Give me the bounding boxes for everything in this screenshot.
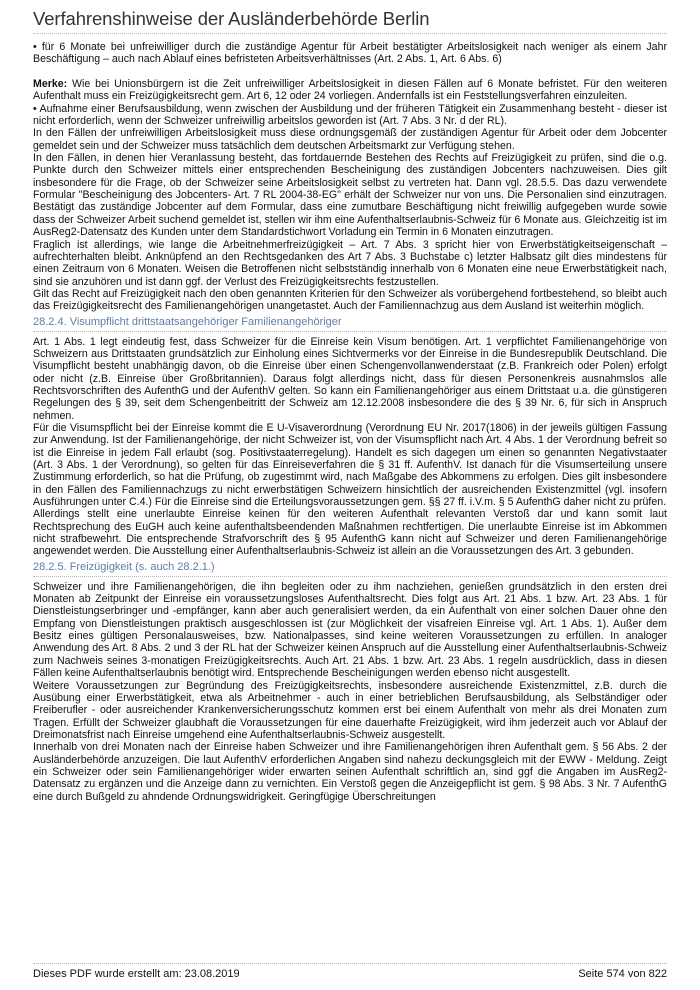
page-title: Verfahrenshinweise der Ausländerbehörde Berlin [33, 8, 430, 29]
footer-created-date: Dieses PDF wurde erstellt am: 23.08.2019 [33, 968, 240, 980]
paragraph: Schweizer und ihre Familienangehörigen, die ihn begleiten oder zu ihm nachziehen, genießen grundsätzlich in den ersten drei Monaten ab Zeitpunkt der Einreise ein voraussetzungsloses Aufenthaltsrecht. Dies folgt aus Art. 21 Abs. 1 bzw. Art. 23 Abs. 1 für Dienstleistungserbringer und -empfänger, kann aber auch generalisiert werden, da ein Aufenthalt von einer solchen Dauer ohne den Empfang von Dienstleistungen praktisch ausgeschlossen ist (zur Möglichkeit der visafreien Einreise vgl. Art. 1 Abs. 1). Außer dem Besitz eines gültigen Personalausweises, bzw. Nationalpasses, sind keine weiteren Voraussetzungen zu erfüllen. In analoger Anwendung des Art. 8 Abs. 2 und 3 der RL hat der Schweizer keinen Anspruch auf die Ausstellung einer Aufenthaltserlaubnis-Schweiz zum Nachweis seines 3-monatigen Freizügigkeitsrechts. Auch Art. 21 Abs. 1 bzw. Art. 23 Abs. 1 regeln ausdrücklich, dass in diesen Fällen keine Aufenthaltserlaubnis benötigt wird. Entsprechende Bescheinigungen werden ebenso nicht ausgestellt. [33, 580, 667, 680]
page-header [33, 8, 667, 34]
paragraph: Art. 1 Abs. 1 legt eindeutig fest, dass Schweizer für die Einreise kein Visum benötigen. Art. 1 verpflichtet Familienangehörige von Schweizern aus Drittstaaten grundsätzlich zur Einholung eines Sichtvermerks vor der Einreise in die Bundesrepublik Deutschland. Die Visumpflicht besteht unabhängig davon, ob die Einreise über einen Schengenvollanwenderstaat (z.B. Frankreich oder Polen) erfolgt oder nicht (z.B. Einreise über Großbritannien). Daraus folgt allerdings nicht, dass für diesen Personenkreis ausnahmslos alle Rechtsvorschriften des AufenthG und der AufenthV gelten. So kann ein Familienangehöriger aus einem Drittstaat u.a. die günstigeren Regelungen des § 39, seit dem Schengenbeitritt der Schweiz am 12.12.2008 insbesondere die des § 39 Nr. 6, für sich in Anspruch nehmen. [33, 335, 667, 422]
merke-paragraph [33, 78, 667, 103]
page-footer [33, 963, 667, 980]
paragraph: Fraglich ist allerdings, wie lange die Arbeitnehmerfreizügigkeit – Art. 7 Abs. 3 spricht hier von Erwerbstätigkeitseigenschaft – aufrechterhalten bleibt. Anknüpfend an den Rechtsgedanken des Art 7 Abs. 3 Buchstabe c) letzter Halbsatz gilt dies mindestens für einen Zeitraum von 6 Monaten. Weisen die Betroffenen nicht selbstständig innerhalb von 6 Monaten eine neue Erwerbstätigkeit nach, sind sie anzuhören und ist dann ggf. der Verlust des Freizügigkeitsrechts festzustellen. [33, 238, 667, 288]
section-heading-visumpflicht: 28.2.4. Visumpflicht drittstaatsangehöriger Familienangehöriger [33, 316, 667, 332]
paragraph: Allerdings stellt eine unerlaubte Einreise keinen für den weiteren Aufenthalt relevanten Verstoß dar und kann somit laut Rechtsprechung des EuGH auch keine aufenthaltsbeendenden Maßnahmen rechtfertigen. Die unerlaubte Einreise ist im Abkommen nicht strafbewehrt. Die entsprechende Strafvorschrift des § 95 AufenthG kann nicht auf Schweizer und deren Familienangehörige angewendet werden. Die Ausstellung einer Aufenthaltserlaubnis-Schweiz ist allein an die Voraussetzungen des Art. 3 gebunden. [33, 508, 667, 558]
merke-text: Wie bei Unionsbürgern ist die Zeit unfreiwilliger Arbeitslosigkeit in diesen Fällen auf 6 Monate befristet. Für den weiteren Aufenthalt muss ein Freizügigkeitsrecht gem. Art 6, 12 oder 24 vorliegen. Andernfalls ist ein Feststellungsverfahren einzuleiten. [33, 78, 667, 103]
paragraph: • für 6 Monate bei unfreiwilliger durch die zuständige Agentur für Arbeit bestätigter Arbeitslosigkeit nach weniger als einem Jahr Beschäftigung – auch nach Ablauf eines befristeten Arbeitsverhältnisses (Art. 2 Abs. 1, Art. 6 Abs. 6) [33, 41, 667, 66]
footer-page-number: Seite 574 von 822 [578, 968, 667, 980]
paragraph: Innerhalb von drei Monaten nach der Einreise haben Schweizer und ihre Familienangehörigen ihren Aufenthalt gem. § 56 Abs. 2 der Ausländerbehörde anzuzeigen. Die laut AufenthV erforderlichen Angaben sind nahezu deckungsgleich mit der EWW - Meldung. Zeigt ein Schweizer oder sein Familienangehöriger wider erwarten seinen Aufenthalt schriftlich an, sind ggf die Angaben im AusReg2-Datensatz zu ergänzen und die Anzeige dann zu vernichten. Ein Verstoß gegen die Anzeigepflicht ist gem. § 98 Abs. 3 Nr. 7 AufenthG eine durch Bußgeld zu ahndende Ordnungswidrigkeit. Geringfügige Überschreitungen [33, 741, 667, 803]
paragraph: Gilt das Recht auf Freizügigkeit nach den oben genannten Kriterien für den Schweizer als vorübergehend fortbestehend, so bleibt auch das Freizügigkeitsrecht des Familienangehörigen unangetastet. Auch der Familiennachzug aus dem Ausland ist weiterhin möglich. [33, 287, 667, 313]
paragraph: Für die Visumspflicht bei der Einreise kommt die E U-Visaverordnung (Verordnung EU Nr. 2017(1806) in der jeweils gültigen Fassung zur Anwendung. Ist der Familienangehörige, der nicht Schweizer ist, von der Visumspflicht nach Art. 4 Abs. 1 der Verordnung befreit so ist die Einreise in jedem Fall erlaubt (sog. Positivstaaterregelung). Handelt es sich dagegen um einen so genannten Negativstaater (Art. 3 Abs. 1 der Verordnung), so gelten für das Einreiseverfahren die § 31 ff. AufenthV. Ist danach für die Visumserteilung unsere Zustimmung erforderlich, so hat die Prüfung, ob zugestimmt wird, nach Maßgabe des Abkommens zu erfolgen. Dies gilt insbesondere in den Fällen des Familiennachzugs zu nicht erwerbstätigen Schweizern hinsichtlich der ausreichenden Existenzmittel (vgl. insofern Ausführungen unter C.4.) Für die Einreise sind die Erteilungsvoraussetzungen gem. §§ 27 ff. i.V.m. § 5 AufenthG daher nicht zu prüfen. [33, 421, 667, 509]
merke-label: Merke: [33, 78, 68, 91]
paragraph: Weitere Voraussetzungen zur Begründung des Freizügigkeitsrechts, insbesondere ausreichende Existenzmittel, z.B. durch die Ausübung einer Erwerbstätigkeit, etwa als Arbeitnehmer - auch in einer betrieblichen Berufsausbildung, als Selbständiger oder Freiberufler - oder ausreichender Krankenversicherungsschutz kommen erst bei einem Aufenthalt von mehr als drei Monaten zum Tragen. Erfüllt der Schweizer glaubhaft die Voraussetzungen für eine dauerhafte Freizügigkeit, wird ihm jederzeit auch vor Ablauf der Dreimonatsfrist nach Einreise umgehend eine Aufenthaltserlaubnis-Schweiz ausgestellt. [33, 679, 667, 741]
section-heading-freizuegigkeit: 28.2.5. Freizügigkeit (s. auch 28.2.1.) [33, 561, 667, 577]
paragraph: In den Fällen der unfreiwilligen Arbeitslosigkeit muss diese ordnungsgemäß der zuständigen Agentur für Arbeit oder dem Jobcenter gemeldet sein und der Schweizer muss tatsächlich dem deutschen Arbeitsmarkt zur Verfügung stehen. [33, 127, 667, 152]
document-body [33, 41, 667, 803]
paragraph: • Aufnahme einer Berufsausbildung, wenn zwischen der Ausbildung und der früheren Tätigkeit ein Zusammenhang besteht - dieser ist nicht erforderlich, wenn der Schweizer unfreiwillig arbeitslos geworden ist (Art. 7 Abs. 3 Nr. d der RL). [33, 102, 667, 128]
paragraph: In den Fällen, in denen hier Veranlassung besteht, das fortdauernde Bestehen des Rechts auf Freizügigkeit zu prüfen, sind die o.g. Punkte durch den Schweizer mittels einer entsprechenden Bescheinigung des zuständigen Jobcenters nachzuweisen. Dies gilt insbesondere für die Frage, ob der Schweizer seine Arbeitslosigkeit selbst zu vertreten hat. Dann vgl. 28.5.5. Das dazu verwendete Formular "Bescheinigung des Jobcenters- Art. 7 RL 2004-38-EG" erhält der Schweizer nur von uns. Die Personalien sind einzutragen. Bestätigt das zuständige Jobcenter auf dem Formular, dass eine zumutbare Beschäftigung nicht freiwillig aufgegeben wurde sowie dass der Schweizer Arbeit suchend gemeldet ist, stellen wir ihm eine Aufenthaltserlaubnis-Schweiz für 6 Monate aus. Gleichzeitig ist im AusReg2-Datensatz des Kunden unter dem Standardstichwort Vorladung ein Termin in 6 Monaten einzutragen. [33, 152, 667, 239]
